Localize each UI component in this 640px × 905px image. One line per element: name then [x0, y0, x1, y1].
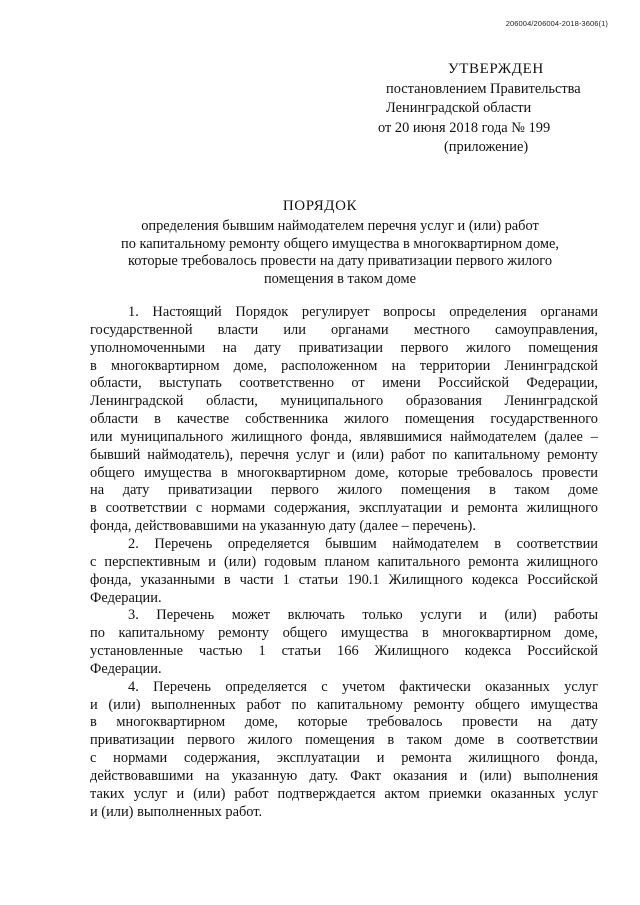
- approval-block: [378, 60, 618, 158]
- paragraph-3: [90, 607, 598, 678]
- paragraph-1: [90, 304, 598, 536]
- paragraph-line: Федерации.: [90, 660, 162, 677]
- paragraph-line: установленные частью 1 статьи 166 Жилищного кодекса Российской: [90, 643, 598, 660]
- paragraph-line: с нормами содержания, эксплуатации и ремонта жилищного фонда,: [90, 750, 598, 767]
- paragraph-line: на дату приватизации первого жилого помещения в таком доме: [90, 482, 598, 499]
- paragraph-line: 2. Перечень определяется бывшим наймодателем в соответствии: [128, 535, 598, 552]
- paragraph-line: и (или) выполненных работ по капитальному ремонту общего имущества: [90, 696, 598, 713]
- approval-line-resolution: постановлением Правительства: [386, 80, 581, 97]
- paragraph-line: по капитальному ремонту общего имущества в многоквартирном доме,: [90, 625, 598, 642]
- paragraph-line: в многоквартирном доме, которые требовалось провести на дату: [90, 714, 598, 731]
- paragraph-line: Федерации.: [90, 589, 162, 606]
- paragraph-line: государственной власти или органами местного самоуправления,: [90, 321, 598, 338]
- paragraph-2: [90, 536, 598, 607]
- paragraph-line: в соответствии с нормами содержания, эксплуатации и ремонта жилищного: [90, 500, 598, 517]
- approval-title: УТВЕРЖДЕН: [448, 61, 544, 77]
- paragraph-line: фонда, действовавшими на указанную дату (далее – перечень).: [90, 518, 476, 535]
- paragraph-line: фонда, указанными в части 1 статьи 190.1 Жилищного кодекса Российской: [90, 571, 598, 588]
- paragraph-line: Ленинградской области, муниципального образования Ленинградской: [90, 393, 598, 410]
- paragraph-4: [90, 679, 598, 822]
- paragraph-line: с перспективным и (или) годовым планом капитального ремонта жилищного: [90, 553, 598, 570]
- paragraph-line: приватизации первого жилого помещения в таком доме в соответствии: [90, 732, 598, 749]
- subtitle-line: определения бывшим наймодателем перечня услуг и (или) работ: [141, 218, 539, 234]
- document-body: [90, 304, 598, 821]
- document-subtitle: [90, 218, 590, 288]
- paragraph-line: области в качестве собственника жилого помещения государственного: [90, 411, 598, 428]
- document-code: 206004/206004-2018-3606(1): [505, 19, 608, 28]
- paragraph-line: таких услуг и (или) работ подтверждается актом приемки оказанных услуг: [90, 785, 598, 802]
- approval-line-region: Ленинградской области: [386, 100, 532, 116]
- approval-line-appendix: (приложение): [444, 139, 529, 155]
- paragraph-line: уполномоченными на дату приватизации первого жилого помещения: [90, 339, 598, 356]
- paragraph-line: действовавшими на указанную дату. Факт оказания и (или) выполнения: [90, 767, 598, 784]
- paragraph-line: или муниципального жилищного фонда, являвшимися наймодателем (далее –: [90, 428, 598, 445]
- paragraph-line: области, выступать соответственно от имени Российской Федерации,: [90, 375, 598, 392]
- subtitle-line: помещения в таком доме: [263, 270, 417, 287]
- paragraph-line: 3. Перечень может включать только услуги и (или) работы: [128, 607, 598, 624]
- subtitle-line: которые требовалось провести на дату приватизации первого жилого: [127, 253, 553, 269]
- subtitle-line: по капитальному ремонту общего имущества в многоквартирном доме,: [121, 235, 559, 252]
- paragraph-line: общего имущества в многоквартирном доме, которые требовалось провести: [90, 464, 598, 481]
- paragraph-line: и (или) выполненных работ.: [90, 803, 263, 820]
- paragraph-line: бывший наймодатель), перечня услуг и (или) работ по капитальному ремонту: [90, 446, 598, 463]
- paragraph-line: 4. Перечень определяется с учетом фактически оказанных услуг: [128, 678, 598, 695]
- paragraph-line: в многоквартирном доме, расположенном на территории Ленинградской: [90, 357, 598, 374]
- document-title: ПОРЯДОК: [282, 198, 358, 214]
- approval-line-date: от 20 июня 2018 года № 199: [378, 119, 551, 136]
- paragraph-line: 1. Настоящий Порядок регулирует вопросы определения органами: [128, 304, 598, 320]
